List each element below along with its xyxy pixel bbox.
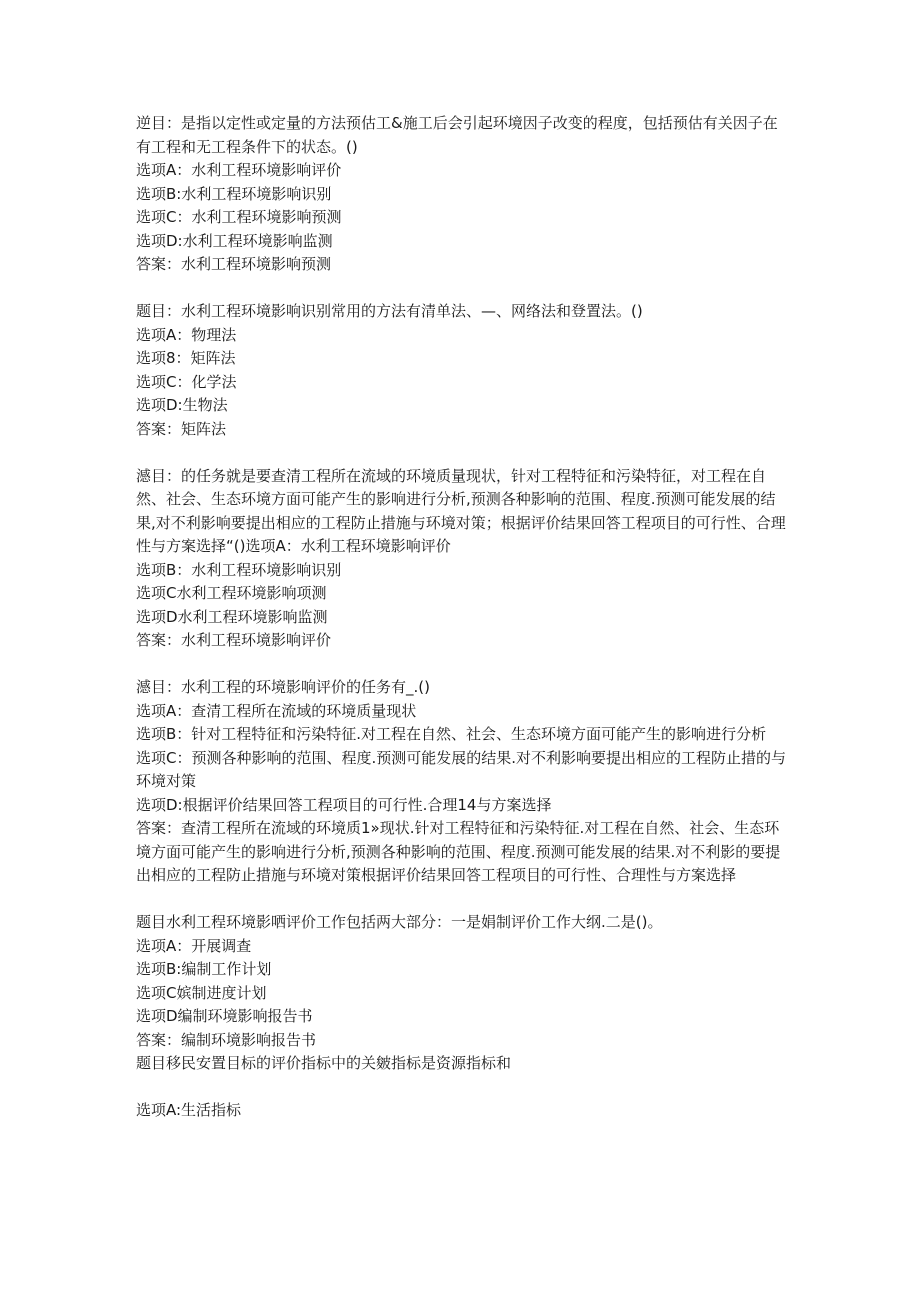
question-block-3: [136, 465, 786, 653]
option-b: 选项8：矩阵法: [136, 349, 236, 367]
block-spacer: [136, 277, 786, 301]
option-c: 选项C：水利工程环境影响预测: [136, 208, 342, 226]
answer: 答案：编制环境影响报告书: [136, 1030, 317, 1049]
document-page: [136, 112, 786, 1123]
option-b: 选项B：针对工程特征和污染特征.对工程在自然、社会、生态环境方面可能产生的影响进行分析: [136, 725, 767, 743]
question-stem: 题目：水利工程环境影响识别常用的方法有清单法、—、网络法和登置法。(): [136, 302, 643, 320]
answer: 答案：水利工程环境影响评价: [136, 631, 332, 649]
question-block-2: [136, 300, 786, 441]
option-a: 选项A：物理法: [136, 325, 237, 344]
block-spacer: [136, 653, 786, 677]
question-stem: 逆目：是指以定性或定量的方法预估工&施工后会引起环境因子改变的程度，包括预估有关因子在有工程和无工程条件下的状态。(): [136, 114, 778, 156]
question-stem: 澸目：的任务就是要查清工程所在流域的环境质量现状，针对工程特征和污染特征，对工程在自然、社会、生态环境方面可能产生的影响进行分析,预测各种影响的范围、程度.预测可能发展的结果,对不利影响要提出相应的工程防止措施与环境对策；根据评价结果回答工程项目的可行性、合理性与方案选择“()选项A：水利工程环境影响评价: [136, 466, 786, 555]
option-a: 选项A：查清工程所在流域的环境质量现状: [136, 701, 417, 720]
answer: 答案：查清工程所在流域的环境质1»现状.针对工程特征和污染特征.对工程在自然、社会、生态环境方面可能产生的影响进行分析,预测各种影响的范围、程度.预测可能发展的结果.对不利影的要提出相应的工程防止措施与环境对策根据评价结果回答工程项目的可行性、合理性与方案选择: [136, 819, 781, 884]
option-b: 选项B：水利工程环境影响识别: [136, 560, 342, 579]
question-block-5: [136, 911, 786, 1076]
option-a: 选项A:生活指标: [136, 1101, 242, 1119]
option-d: 选项D编制环境影响报告书: [136, 1007, 313, 1025]
option-a: 选项A：水利工程环境影响评价: [136, 161, 342, 179]
question-stem: 题目水利工程环境影哂评价工作包括两大部分：一是娟制评价工作大纲.二是()。: [136, 913, 663, 931]
block-spacer: [136, 888, 786, 912]
option-d: 选项D:根据评价结果回答工程项目的可行性.合理14与方案选择: [136, 795, 552, 814]
answer: 答案：矩阵法: [136, 419, 227, 438]
question-stem: 题目移民安置目标的评价指标中的关皴指标是资源指标和: [136, 1054, 512, 1072]
option-c: 选项C：预测各种影响的范围、程度.预测可能发展的结果.对不利影响要提出相应的工程防止措的与环境对策: [136, 748, 787, 790]
block-spacer: [136, 441, 786, 465]
question-stem: 澸目：水利工程的环境影响评价的任务有_.(): [136, 678, 430, 696]
option-b: 选项B:水利工程环境影响识别: [136, 184, 332, 203]
question-block-1: [136, 112, 786, 277]
option-d: 选项D:生物法: [136, 396, 228, 414]
question-block-6: [136, 1099, 786, 1123]
option-a: 选项A：开展调查: [136, 936, 252, 955]
option-c: 选项C水利工程环境影响项测: [136, 584, 327, 602]
option-d: 选项D:水利工程环境影响监测: [136, 231, 333, 250]
block-spacer: [136, 1076, 786, 1100]
option-b: 选项B:编制工作计划: [136, 960, 272, 978]
option-c: 选项C：化学法: [136, 372, 237, 391]
option-c: 选项C嫔制进度计划: [136, 983, 267, 1002]
question-block-4: [136, 676, 786, 888]
answer: 答案：水利工程环境影响预测: [136, 255, 332, 273]
option-d: 选项D水利工程环境影响监测: [136, 607, 328, 626]
